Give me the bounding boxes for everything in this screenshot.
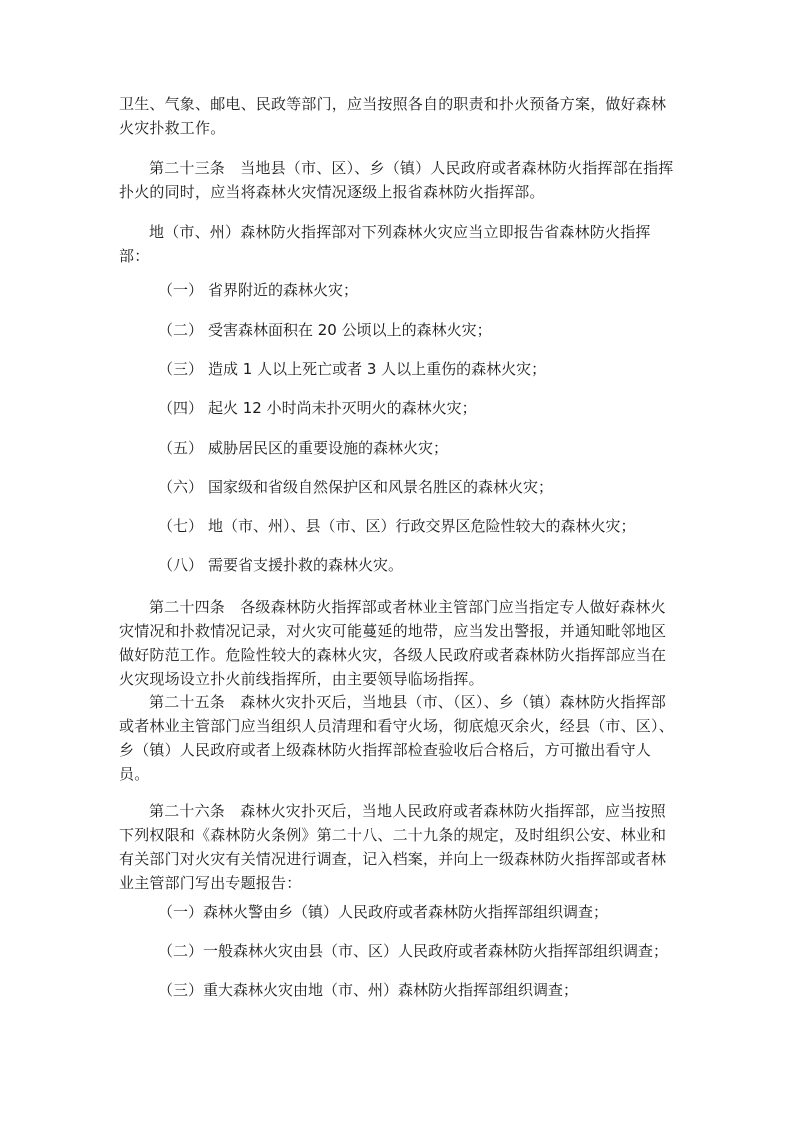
list-item [158,278,688,302]
list-item [158,514,688,538]
list-item-text: 起火 12 小时尚未扑灭明火的森林火灾； [208,399,477,417]
list-item-number: （六） [158,478,204,496]
paragraph-fire-duties: 卫生、气象、邮电、民政等部门，应当按照各自的职责和扑火预备方案，做好森林火灾扑救工作。 [119,95,667,137]
list-item-text: 受害森林面积在 20 公顷以上的森林火灾； [208,321,492,339]
list-item-number: （八） [158,556,204,574]
list-item [158,318,688,342]
list-item-number: （七） [158,517,204,535]
list-item-number: （五） [158,439,204,457]
list-item-number: （一） [158,281,204,299]
list-item-text: 省界附近的森林火灾； [208,281,359,299]
list-item [158,436,688,460]
list-item [158,396,688,420]
list-item [158,357,688,381]
list-item: （二）一般森林火灾由县（市、区）人民政府或者森林防火指挥部组织调查； [158,942,669,960]
list-item-text: 威胁居民区的重要设施的森林火灾； [208,439,449,457]
paragraph-article-23: 第二十三条 当地县（市、区）、乡（镇）人民政府或者森林防火指挥部在指挥扑火的同时，应当将森林火灾情况逐级上报省森林防火指挥部。 [119,159,674,201]
list-item: （一）森林火警由乡（镇）人民政府或者森林防火指挥部组织调查； [158,903,609,921]
list-item-text: 造成 1 人以上死亡或者 3 人以上重伤的森林火灾； [208,360,547,378]
list-item-number: （三） [158,360,204,378]
paragraph-article-24: 第二十四条 各级森林防火指挥部或者林业主管部门应当指定专人做好森林火灾情况和扑救情况记录，对火灾可能蔓延的地带，应当发出警报，并通知毗邻地区做好防范工作。危险性较大的森林火灾，各级人民政府或者森林防火指挥部应当在火灾现场设立扑火前线指挥所，由主要领导临场指挥。 [119,598,667,688]
list-item-number: （四） [158,399,204,417]
paragraph-article-25: 第二十五条 森林火灾扑灭后，当地县（市、（区）、乡（镇）森林防火指挥部或者林业主管部门应当组织人员清理和看守火场，彻底熄灭余火，经县（市、区）、乡（镇）人民政府或者上级森林防火指挥部检查验收后合格后，方可撤出看守人员。 [119,693,674,783]
list-item-number: （二） [158,321,204,339]
paragraph-report-list-intro: 地（市、州）森林防火指挥部对下列森林火灾应当立即报告省森林防火指挥部： [119,223,651,265]
list-item [158,553,688,577]
list-item-text: 需要省支援扑救的森林火灾。 [208,556,404,574]
list-item-text: 国家级和省级自然保护区和风景名胜区的森林火灾； [208,478,554,496]
list-item-text: 地（市、州）、县（市、区）行政交界区危险性较大的森林火灾； [208,517,636,535]
list-item [158,475,688,499]
paragraph-article-26: 第二十六条 森林火灾扑灭后，当地人民政府或者森林防火指挥部，应当按照下列权限和《森林防火条例》第二十八、二十九条的规定，及时组织公安、林业和有关部门对火灾有关情况进行调查，记入档案，并向上一级森林防火指挥部或者林业主管部门写出专题报告： [119,802,667,892]
list-item: （三）重大森林火灾由地（市、州）森林防火指挥部组织调查； [158,981,579,999]
